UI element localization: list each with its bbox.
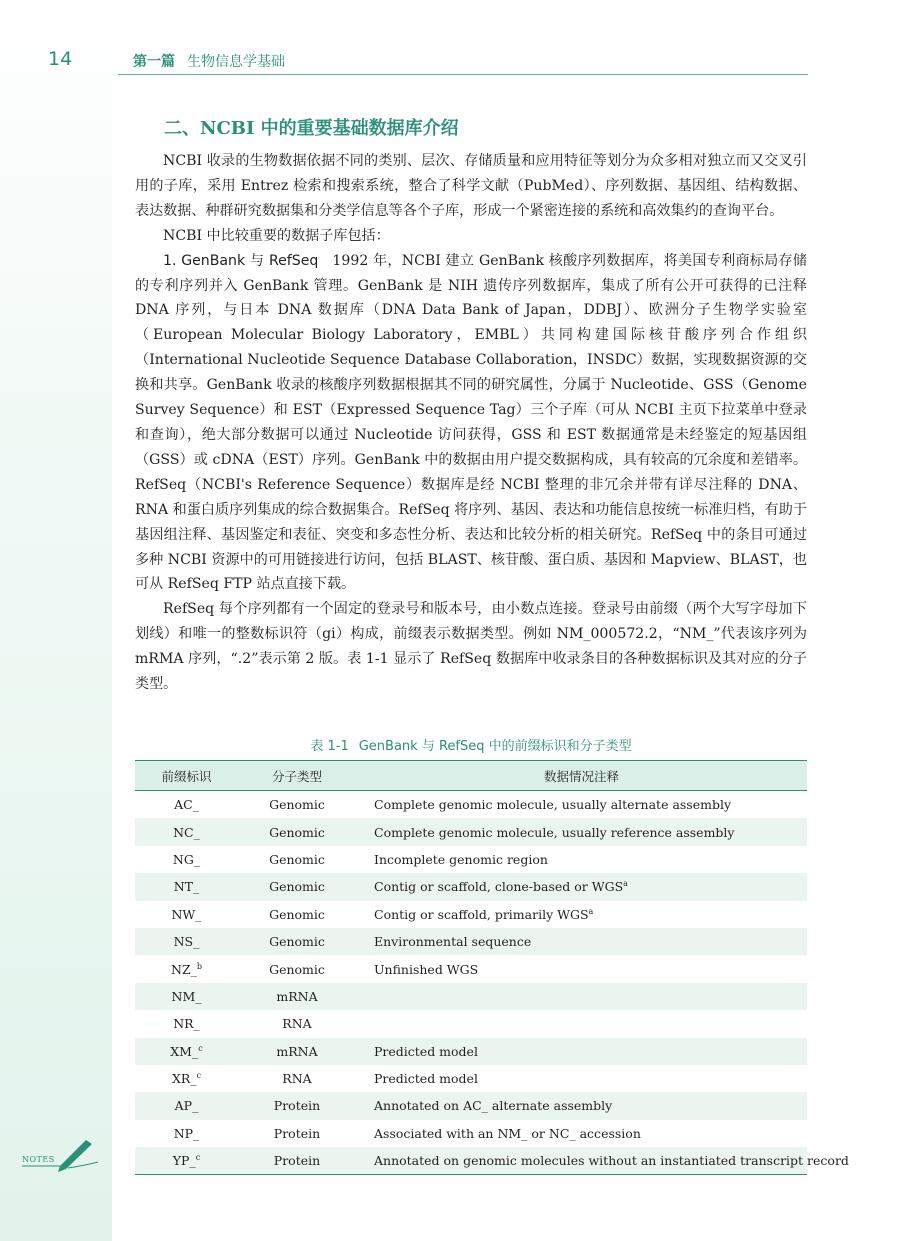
cell-prefix: NW_	[171, 906, 202, 922]
subsection-heading: 1. GenBank 与 RefSeq	[163, 252, 319, 269]
cell-type: Genomic	[269, 797, 325, 813]
table-row	[135, 1092, 807, 1119]
col-header-type: 分子类型	[238, 761, 356, 791]
section-title: 二、NCBI 中的重要基础数据库介绍	[164, 118, 459, 139]
body-text	[135, 149, 807, 697]
page-number: 14	[48, 48, 73, 70]
cell-prefix: NP_	[173, 1125, 200, 1141]
table-row	[135, 983, 807, 1010]
table-row	[135, 846, 807, 873]
cell-note: Environmental sequence	[356, 928, 807, 955]
cell-note: Incomplete genomic region	[374, 851, 548, 867]
paragraph-refseq: RefSeq 每个序列都有一个固定的登录号和版本号，由小数点连接。登录号由前缀（两个大写字母加下划线）和唯一的整数标识符（gi）构成，前缀表示数据类型。例如 NM_000572.2，“NM_”代表该序列为 mRMA 序列，“.2”表示第 2 版。表 1-1 显示了 RefSeq 数据库中收录条目的各种数据标识及其对应的分子类型。	[135, 601, 807, 693]
paragraph-genbank	[135, 249, 807, 598]
cell-type: Genomic	[269, 961, 325, 977]
col-header-prefix: 前缀标识	[135, 761, 238, 791]
table-row	[135, 1038, 807, 1065]
cell-prefix: YP_$^c$	[135, 1147, 238, 1175]
cell-type: Genomic	[269, 906, 325, 922]
cell-prefix: AP_	[135, 1092, 238, 1119]
cell-prefix: NS_	[135, 928, 238, 955]
cell-type: Genomic	[238, 873, 356, 900]
cell-type: Protein	[273, 1125, 321, 1141]
left-margin-band	[0, 0, 112, 1241]
footnote-mark: c	[195, 1153, 201, 1163]
table-row	[135, 873, 807, 900]
cell-type: Genomic	[269, 851, 325, 867]
table-row	[135, 1010, 807, 1037]
footnote-mark: a	[623, 879, 628, 889]
cell-note: Annotated on AC_ alternate assembly	[356, 1092, 807, 1119]
cell-prefix: NG_	[172, 851, 201, 867]
paragraph-intro: NCBI 收录的生物数据依据不同的类别、层次、存储质量和应用特征等划分为众多相对独立而又交叉引用的子库，采用 Entrez 检索和搜索系统，整合了科学文献（PubMed）、序列数据、基因组、结构数据、表达数据、种群研究数据集和分类学信息等各个子库，形成一个紧密连接的系统和高效集约的查询平台。	[135, 153, 807, 219]
table-row	[135, 955, 807, 982]
cell-type: mRNA	[238, 983, 356, 1010]
prefix-table	[135, 760, 849, 1175]
cell-note: Predicted model	[374, 1071, 478, 1087]
cell-prefix: NZ_$^b$	[171, 961, 202, 977]
cell-note: Annotated on genomic molecules without an instantiated transcript record	[356, 1147, 807, 1175]
part-title: 生物信息学基础	[187, 54, 285, 70]
cell-type: Protein	[238, 1147, 356, 1175]
cell-prefix: XM_$^c$	[135, 1038, 238, 1065]
cell-note: Contig or scaffold, primarily WGS$^a$	[374, 906, 594, 922]
cell-type: Genomic	[238, 818, 356, 845]
col-header-note: 数据情况注释	[356, 761, 807, 791]
part-label: 第一篇	[133, 54, 175, 70]
cell-prefix: NT_	[135, 873, 238, 900]
cell-prefix: XR_$^c$	[171, 1070, 202, 1087]
cell-prefix: NR_	[173, 1016, 200, 1032]
cell-note	[356, 983, 807, 1010]
cell-type: Protein	[238, 1092, 356, 1119]
table-header-row	[135, 761, 807, 791]
footnote-mark: c	[196, 1070, 202, 1080]
table-row	[135, 791, 807, 819]
paragraph-list-intro: NCBI 中比较重要的数据子库包括：	[163, 227, 390, 244]
cell-type: mRNA	[238, 1038, 356, 1065]
cell-type: RNA	[282, 1071, 312, 1087]
cell-note: Predicted model	[356, 1038, 807, 1065]
cell-note: Complete genomic molecule, usually reference assembly	[356, 818, 807, 845]
table-title: GenBank 与 RefSeq 中的前缀标识和分子类型	[358, 739, 632, 754]
table-row	[135, 818, 807, 845]
pen-icon	[22, 1136, 102, 1172]
cell-prefix: NM_	[135, 983, 238, 1010]
table-number: 表 1-1	[310, 739, 349, 754]
table-row	[135, 1147, 807, 1175]
cell-note: Contig or scaffold, clone-based or WGS$^a$	[356, 873, 807, 900]
cell-note: Complete genomic molecule, usually alternate assembly	[374, 797, 732, 813]
table-row	[135, 901, 807, 928]
header-rule	[118, 74, 808, 75]
table-caption	[135, 735, 807, 754]
cell-type: Genomic	[238, 928, 356, 955]
cell-prefix: NC_	[135, 818, 238, 845]
footnote-mark: c	[198, 1043, 203, 1053]
cell-type: RNA	[282, 1016, 312, 1032]
notes-marker	[22, 1136, 102, 1172]
cell-note: Associated with an NM_ or NC_ accession	[374, 1125, 641, 1141]
table-row	[135, 1120, 807, 1147]
footnote-mark: b	[196, 961, 202, 971]
cell-note	[356, 1010, 807, 1037]
paragraph-genbank-text: 1992 年，NCBI 建立 GenBank 核酸序列数据库，将美国专利商标局存储的专利序列并入 GenBank 管理。GenBank 是 NIH 遗传序列数据库，集成了所有公开可获得的已注释 DNA 序列，与日本 DNA 数据库（DNA Data Bank of Japan，DDBJ）、欧洲分子生物学实验室（European Molecular Biology Laboratory，EMBL）共同构建国际核苷酸序列合作组织（International Nucleotide Sequence Database Collaboration，INSDC）数据，实现数据资源的交换和共享。GenBank 收录的核酸序列数据根据其不同的研究属性，分属于 Nucleotide、GSS（Genome Survey Sequence）和 EST（Expressed Sequence Tag）三个子库（可从 NCBI 主页下拉菜单中登录和查询），绝大部分数据可以通过 Nucleotide 访问获得，GSS 和 EST 数据通常是未经鉴定的短基因组（GSS）或 cDNA（EST）序列。GenBank 中的数据由用户提交数据构成，具有较高的冗余度和差错率。RefSeq（NCBI's Reference Sequence）数据库是经 NCBI 整理的非冗余并带有详尽注释的 DNA、RNA 和蛋白质序列集成的综合数据集合。RefSeq 将序列、基因、表达和功能信息按统一标准归档，有助于基因组注释、基因鉴定和表征、突变和多态性分析、表达和比较分析的相关研究。RefSeq 中的条目可通过多种 NCBI 资源中的可用链接进行访问，包括 BLAST、核苷酸、蛋白质、基因和 Mapview、BLAST，也可从 RefSeq FTP 站点直接下载。	[135, 252, 807, 593]
cell-note: Unfinished WGS	[374, 961, 479, 977]
running-header	[133, 51, 285, 71]
cell-prefix: AC_	[174, 797, 199, 813]
footnote-mark: a	[588, 906, 594, 916]
notes-label: NOTES	[22, 1155, 55, 1164]
table-row	[135, 928, 807, 955]
table-row	[135, 1065, 807, 1092]
